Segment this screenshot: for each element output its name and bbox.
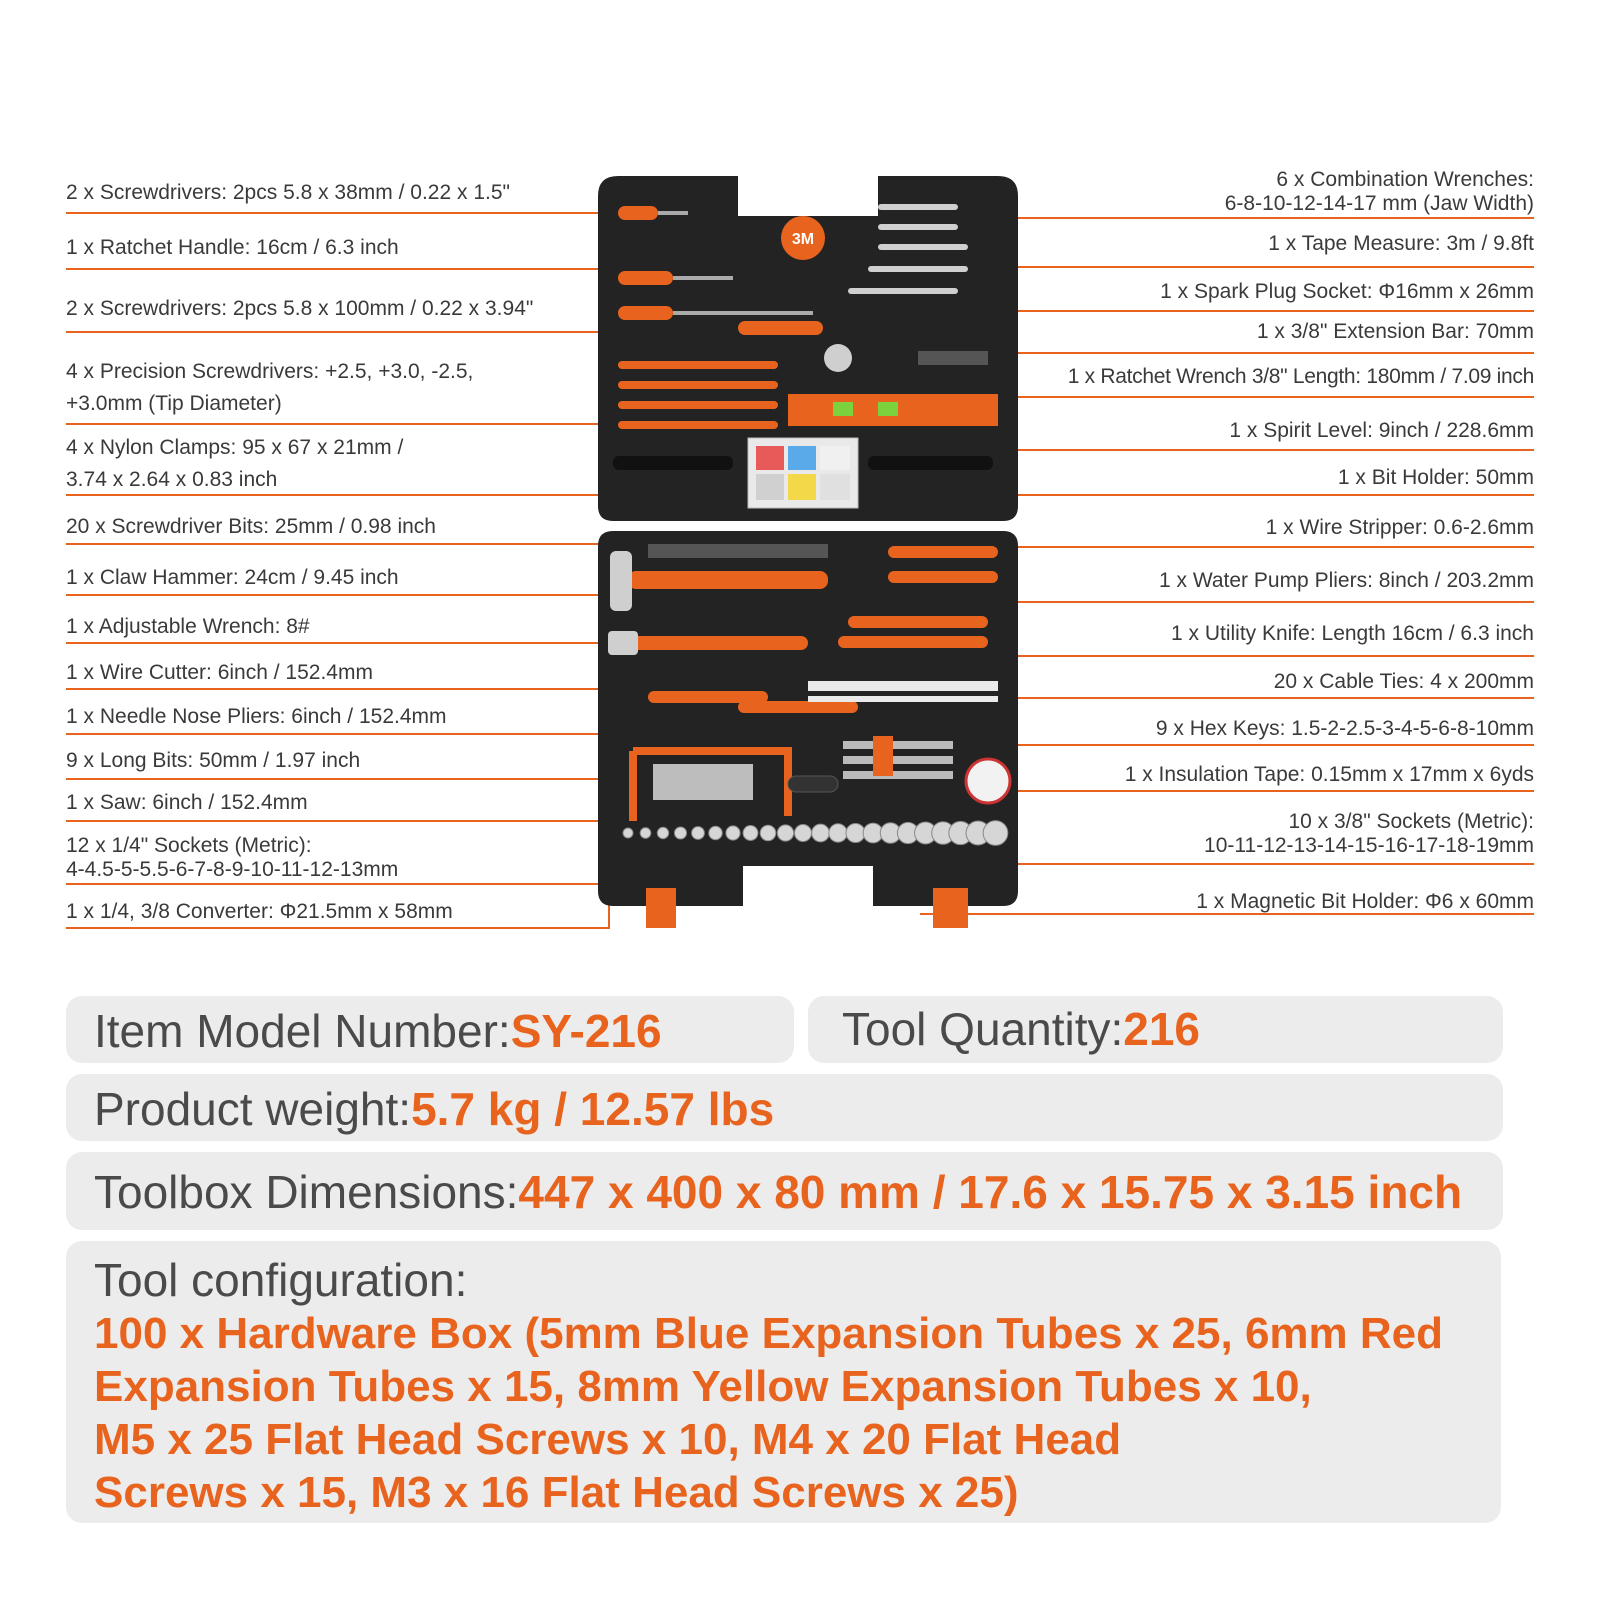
callout-line [985, 494, 1534, 496]
label-magnetic-bit-holder: 1 x Magnetic Bit Holder: Φ6 x 60mm [1196, 890, 1534, 913]
label-hex-keys: 9 x Hex Keys: 1.5-2-2.5-3-4-5-6-8-10mm [1155, 717, 1534, 740]
weight-panel [66, 1074, 1503, 1141]
label-quarter-sockets: 12 x 1/4" Sockets (Metric): 4-4.5-5-5.5-6-7-8-9-10-11-12-13mm [66, 834, 399, 881]
configuration-line: 100 x Hardware Box (5mm Blue Expansion Tubes x 25, 6mm Red [94, 1309, 1444, 1358]
configuration-line: Expansion Tubes x 15, 8mm Yellow Expansion Tubes x 10, [94, 1362, 1312, 1411]
label-extension-bar: 1 x 3/8" Extension Bar: 70mm [1256, 320, 1534, 343]
socket [657, 827, 668, 838]
configuration-line: Screws x 15, M3 x 16 Flat Head Screws x 25) [94, 1468, 1019, 1517]
socket [812, 824, 830, 842]
callout-line [66, 883, 600, 885]
configuration-panel [66, 1241, 1501, 1523]
callout-line [980, 396, 1534, 398]
socket [692, 827, 705, 840]
label-adjustable-wrench: 1 x Adjustable Wrench: 8# [66, 615, 310, 638]
label-wire-stripper: 1 x Wire Stripper: 0.6-2.6mm [1265, 516, 1534, 539]
socket [795, 825, 812, 842]
socket [829, 824, 847, 842]
socket [777, 825, 793, 841]
dimensions-panel [66, 1152, 1503, 1230]
callout-line [990, 546, 1534, 548]
weight-value: 5.7 kg / 12.57 lbs [411, 1083, 775, 1135]
label-screwdriver-bits: 20 x Screwdriver Bits: 25mm / 0.98 inch [66, 515, 436, 538]
label-screwdrivers-38mm: 2 x Screwdrivers: 2pcs 5.8 x 38mm / 0.22 x 1.5" [66, 181, 510, 204]
label-water-pump-pliers: 1 x Water Pump Pliers: 8inch / 203.2mm [1158, 569, 1534, 592]
callout-line [1000, 863, 1534, 865]
weight-label: Product weight: [94, 1083, 412, 1135]
callout-line [66, 778, 670, 780]
label-cable-ties: 20 x Cable Ties: 4 x 200mm [1273, 670, 1534, 693]
socket [983, 821, 1008, 846]
label-tape-measure: 1 x Tape Measure: 3m / 9.8ft [1268, 232, 1534, 255]
dimensions-value: 447 x 400 x 80 mm / 17.6 x 15.75 x 3.15 inch [518, 1166, 1463, 1218]
label-screwdrivers-100mm: 2 x Screwdrivers: 2pcs 5.8 x 100mm / 0.22 x 3.94" [66, 297, 534, 320]
latch-left [646, 888, 676, 928]
label-three-eighth-sockets: 10 x 3/8" Sockets (Metric): 10-11-12-13-14-15-16-17-18-19mm [1204, 810, 1534, 857]
configuration-line: M5 x 25 Flat Head Screws x 10, M4 x 20 Flat Head [94, 1415, 1122, 1464]
label-long-bits: 9 x Long Bits: 50mm / 1.97 inch [66, 749, 361, 772]
latch-right [933, 888, 968, 928]
label-claw-hammer: 1 x Claw Hammer: 24cm / 9.45 inch [66, 566, 399, 589]
label-utility-knife: 1 x Utility Knife: Length 16cm / 6.3 inch [1170, 622, 1534, 645]
claw-hammer-icon [628, 571, 828, 589]
label-needle-nose-pliers: 1 x Needle Nose Pliers: 6inch / 152.4mm [66, 705, 447, 728]
socket [726, 826, 740, 840]
svg-text:3M: 3M [791, 231, 815, 248]
label-wire-cutter: 1 x Wire Cutter: 6inch / 152.4mm [66, 661, 373, 684]
label-converter: 1 x 1/4, 3/8 Converter: Φ21.5mm x 58mm [66, 900, 453, 923]
model-label: Item Model Number: [94, 1005, 511, 1057]
callout-line [66, 423, 640, 425]
label-spirit-level: 1 x Spirit Level: 9inch / 228.6mm [1229, 419, 1534, 442]
socket [623, 828, 633, 838]
callout-line [960, 217, 1534, 219]
quantity-panel [808, 996, 1503, 1063]
callout-line [985, 449, 1534, 451]
label-combination-wrenches: 6 x Combination Wrenches: 6-8-10-12-14-17 mm (Jaw Width) [1224, 168, 1534, 215]
label-saw: 1 x Saw: 6inch / 152.4mm [66, 791, 308, 814]
label-precision-screwdrivers: 4 x Precision Screwdrivers: +2.5, +3.0, -2.5, +3.0mm (Tip Diameter) [66, 360, 474, 415]
socket [846, 823, 865, 842]
toolbox-image [588, 176, 1028, 936]
model-panel [66, 996, 794, 1063]
quantity-label: Tool Quantity: [842, 1003, 1124, 1055]
socket [709, 826, 723, 840]
label-ratchet-handle: 1 x Ratchet Handle: 16cm / 6.3 inch [66, 236, 399, 259]
socket [743, 826, 758, 841]
label-ratchet-wrench: 1 x Ratchet Wrench 3/8" Length: 180mm / 7.09 inch [1067, 365, 1534, 388]
label-nylon-clamps: 4 x Nylon Clamps: 95 x 67 x 21mm / 3.74 x 2.64 x 0.83 inch [66, 436, 404, 491]
socket [640, 828, 651, 839]
configuration-title: Tool configuration: [94, 1254, 468, 1306]
label-spark-plug-socket: 1 x Spark Plug Socket: Φ16mm x 26mm [1160, 280, 1534, 303]
dimensions-label: Toolbox Dimensions: [94, 1166, 519, 1218]
cable-ties-icon [808, 681, 998, 691]
configuration-body [94, 1307, 1494, 1519]
label-insulation-tape: 1 x Insulation Tape: 0.15mm x 17mm x 6yds [1124, 763, 1534, 786]
insulation-tape-icon [966, 759, 1010, 803]
callout-line [66, 820, 640, 822]
label-bit-holder: 1 x Bit Holder: 50mm [1337, 466, 1534, 489]
socket [674, 827, 686, 839]
callout-line [66, 594, 640, 596]
callout-line [66, 212, 630, 214]
callout-line [970, 310, 1534, 312]
socket [760, 825, 776, 841]
model-value: SY-216 [510, 1005, 662, 1057]
quantity-value: 216 [1123, 1003, 1201, 1055]
